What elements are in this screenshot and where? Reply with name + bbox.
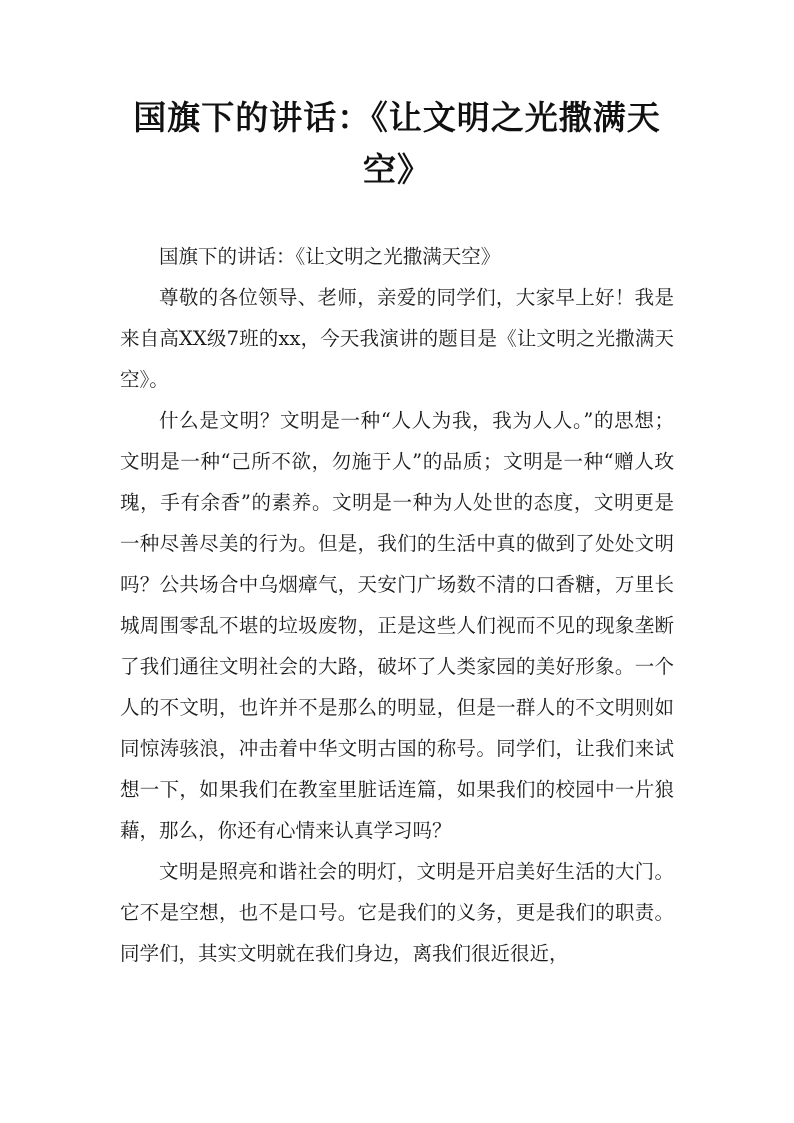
document-title: 国旗下的讲话：《让文明之光撒满天空》 xyxy=(133,98,661,189)
paragraph-what-is-civilization: 什么是文明？文明是一种“人人为我，我为人人。”的思想；文明是一种“己所不欲，勿施于人”的品质；文明是一种“赠人玫瑰，手有余香”的素养。文明是一种为人处世的态度，文明更是一种尽善尽美的行为。但是，我们的生活中真的做到了处处文明吗？公共场合中乌烟瘴气，天安门广场数不清的口香糖，万里长城周围零乱不堪的垃圾废物，正是这些人们视而不见的现象垄断了我们通往文明社会的大路，破坏了人类家园的美好形象。一个人的不文明，也许并不是那么的明显，但是一群人的不文明则如同惊涛骇浪，冲击着中华文明古国的称号。同学们，让我们来试想一下，如果我们在教室里脏话连篇，如果我们的校园中一片狼藉，那么，你还有心情来认真学习吗？ xyxy=(120,409,674,842)
document-body xyxy=(120,236,674,974)
paragraph-heading-repeat: 国旗下的讲话：《让文明之光撒满天空》 xyxy=(159,245,501,268)
paragraph-greeting: 尊敬的各位领导、老师，亲爱的同学们，大家早上好！我是来自高XX级7班的xx，今天我演讲的题目是《让文明之光撒满天空》。 xyxy=(120,286,674,391)
paragraph-civilization-lamp: 文明是照亮和谐社会的明灯，文明是开启美好生活的大门。它不是空想，也不是口号。它是我们的义务，更是我们的职责。同学们，其实文明就在我们身边，离我们很近很近， xyxy=(120,860,674,965)
